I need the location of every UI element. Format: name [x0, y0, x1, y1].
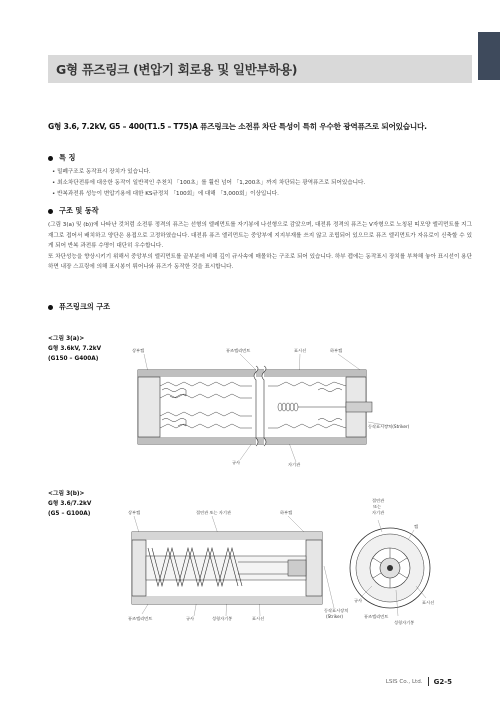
- label-silica: 규사: [186, 616, 195, 621]
- label-indicator-wire: 표시선: [294, 348, 307, 353]
- label-silica: 규사: [232, 460, 241, 465]
- label-striker-en: (Striker): [326, 614, 344, 619]
- structure-heading: [48, 206, 99, 216]
- features-list: [52, 167, 472, 199]
- label-side-tube-1: 절연관: [372, 498, 385, 503]
- label-side-element: 퓨즈엘리먼트: [364, 614, 389, 619]
- title-bar: [48, 55, 472, 83]
- label-fuse-element: 퓨즈엘리먼트: [226, 348, 251, 353]
- figure-a-caption: <그림 3(a)> G형 3.6kV, 7.2kV (G150 – G400A): [48, 336, 102, 362]
- label-upper-cap: 상부캡: [128, 510, 141, 515]
- fuse-structure-heading: [48, 302, 110, 312]
- features-heading-label: 특 징: [59, 153, 76, 162]
- bullet-dot-icon: [48, 156, 53, 161]
- footer-divider: [428, 677, 429, 686]
- label-side-rod: 성형자기봉: [394, 620, 415, 625]
- label-side-cap: 캡: [414, 524, 419, 529]
- fuse-structure-heading-label: 퓨즈링크의 구조: [59, 302, 111, 311]
- label-side-indicator: 표시선: [422, 600, 435, 605]
- label-side-tube-3: 자기관: [372, 510, 385, 515]
- label-lower-cap: 하부캡: [280, 510, 293, 515]
- label-fuse-element: 퓨즈엘리먼트: [128, 616, 153, 621]
- page-title: G형 퓨즈링크 (변압기 회로용 및 일반부하용): [56, 62, 298, 77]
- label-striker: 동작표시장치: [324, 608, 349, 613]
- intro-text: G형 3.6, 7.2kV, G5 – 400(T1.5 – T75)A 퓨즈링크는 소전류 차단 특성이 특히 우수한 광역퓨즈로 되어있습니다.: [48, 122, 427, 131]
- label-striker: 동작표시장치(Striker): [368, 424, 410, 429]
- structure-heading-label: 구조 및 동작: [59, 206, 99, 215]
- company-name: LSIS Co., Ltd.: [385, 678, 423, 685]
- bullet-dot-icon: [48, 209, 53, 214]
- figure-a-diagram: [128, 340, 450, 472]
- label-upper-cap: 상부캡: [132, 348, 145, 353]
- bullet-dot-icon: [48, 305, 53, 310]
- label-indicator-wire: 표시선: [252, 616, 265, 621]
- structure-description: [48, 220, 472, 273]
- feature-item: • 최소차단전류에 대응한 동작이 일반적인 추천치 「100초」를 훨씬 넘어 「1,200초」까지 차단되는 광역퓨즈로 되어있습니다.: [52, 179, 366, 186]
- structure-paragraph: 또 차단성능을 향상시키기 위해서 중앙부의 엘리먼트를 끝부분에 비해 깊이 규사속에 매몰하는 구조로 되어 있습니다. 하부 캡에는 동작표시 장치를 부착해 놓아 표시선이 용단하면 내장 스프링에 의해 표시봉이 튀어나와 퓨즈가 동작한 것을 표시합니다.: [48, 253, 472, 271]
- page-number: G2-5: [433, 677, 452, 686]
- features-heading: [48, 153, 75, 163]
- feature-item: • 반복과전류 성능이 변압기용에 대한 KS규정치 「100회」에 대해 「3,000회」이상입니다.: [52, 190, 279, 197]
- section-tab: [478, 32, 500, 80]
- figure-b-diagram: [128, 490, 450, 630]
- label-side-silica: 규사: [354, 598, 363, 603]
- label-ceramic-tube: 자기관: [288, 462, 301, 467]
- feature-item: • 밀폐구조로 동작표시 장치가 있습니다.: [52, 169, 151, 175]
- label-side-tube-2: 또는: [373, 504, 382, 509]
- label-glass-tube: 절연관 또는 자기관: [196, 510, 232, 515]
- figure-b-caption: <그림 3(b)> G형 3.6/7.2kV (G5 – G100A): [48, 491, 92, 517]
- structure-paragraph: (그림 3(a) 및 (b))에 나타난 것처럼 소전류 정격의 퓨즈는 선형의 엘레먼트를 자기봉에 나선형으로 감았으며, 대전류 정격의 퓨즈는 V자형으로 노칭된 띠모양 엘리먼트를 지그재그로 접어서 배치하고 양단은 용접으로 고정하였습니다. 대전류 퓨즈 엘리먼트는 중앙부에 지지부재를 쓰지 않고 조립되어 있으므로 퓨즈 엘리먼트가 자유로이 신축할 수 있게 되어 반복 과전류 수명이 대단히 우수합니다.: [48, 222, 472, 250]
- page-footer: [386, 677, 452, 686]
- label-ceramic-rod: 성형자기봉: [212, 616, 233, 621]
- label-lower-cap: 하부캡: [330, 348, 343, 353]
